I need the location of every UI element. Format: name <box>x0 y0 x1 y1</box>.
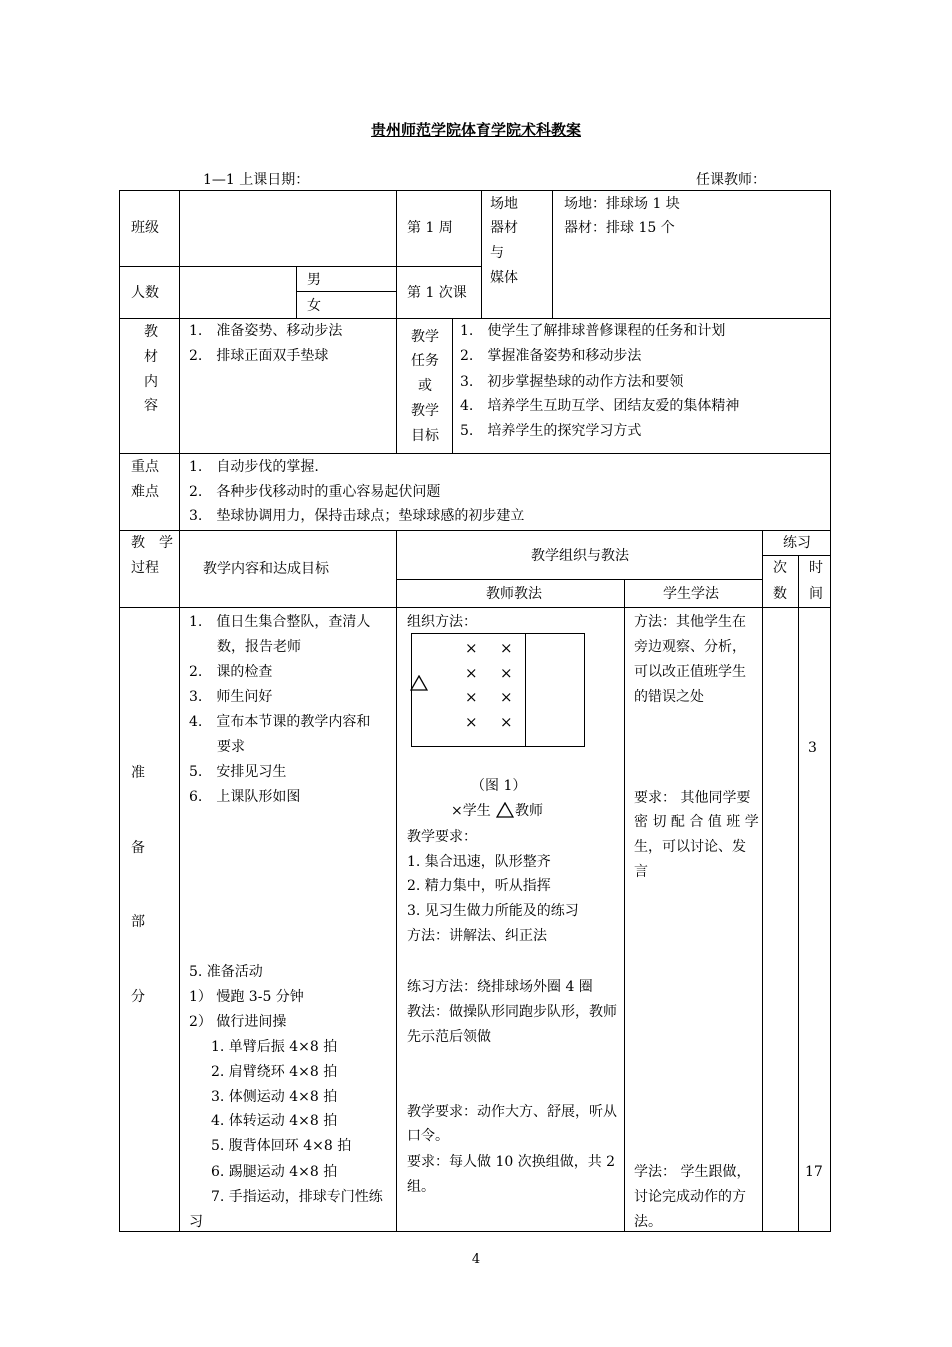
equipment-text: 器材：排球 15 个 <box>564 220 675 236</box>
objective-item: 1. 使学生了解排球普修课程的任务和计划 <box>460 323 726 339</box>
count-label: 人数 <box>131 285 159 301</box>
figure-caption: （图 1） <box>471 778 527 794</box>
content-item-1: 1. 准备姿势、移动步法 <box>189 323 343 339</box>
org-method-label: 组织方法： <box>407 614 477 630</box>
venue-text: 场地：排球场 1 块 <box>564 196 680 212</box>
document-title: 贵州师范学院体育学院术科教案 <box>370 121 581 139</box>
female-label: 女 <box>307 298 321 314</box>
time-value: 17 <box>805 1164 823 1180</box>
key-point-item: 1. 自动步伐的掌握. <box>189 459 319 475</box>
key-point-item: 2. 各种步伐移动时的重心容易起伏问题 <box>189 484 441 500</box>
practice-header: 练习 <box>783 535 811 551</box>
formation-diagram <box>411 633 585 747</box>
student-method-header: 学生学法 <box>663 586 719 602</box>
teacher-method-header: 教师教法 <box>486 586 542 602</box>
male-label: 男 <box>307 272 321 288</box>
content-item-2: 2. 排球正面双手垫球 <box>189 348 329 364</box>
page-number: 4 <box>471 1252 481 1267</box>
teacher-triangle-icon <box>410 675 428 691</box>
lesson-date-label: 1—1 上课日期： <box>203 172 310 188</box>
teacher-label: 任课教师： <box>696 172 766 188</box>
time-value: 3 <box>808 740 817 756</box>
court-divider <box>525 634 526 746</box>
objective-item: 4. 培养学生互助互学、团结友爱的集体精神 <box>460 398 740 414</box>
content-goal-header: 教学内容和达成目标 <box>203 561 329 577</box>
legend-triangle-icon <box>496 802 514 818</box>
key-point-item: 3. 垫球协调用力，保持击球点；垫球球感的初步建立 <box>189 508 525 524</box>
objective-item: 5. 培养学生的探究学习方式 <box>460 423 642 439</box>
org-method-header: 教学组织与教法 <box>531 548 629 564</box>
week-label: 第 1 周 <box>407 220 453 236</box>
legend-teacher: 教师 <box>515 803 543 819</box>
lesson-number: 第 1 次课 <box>407 285 467 301</box>
legend-student: ×学生 <box>451 803 491 819</box>
class-label: 班级 <box>131 220 159 236</box>
objective-item: 3. 初步掌握垫球的动作方法和要领 <box>460 374 684 390</box>
objective-item: 2. 掌握准备姿势和移动步法 <box>460 348 642 364</box>
